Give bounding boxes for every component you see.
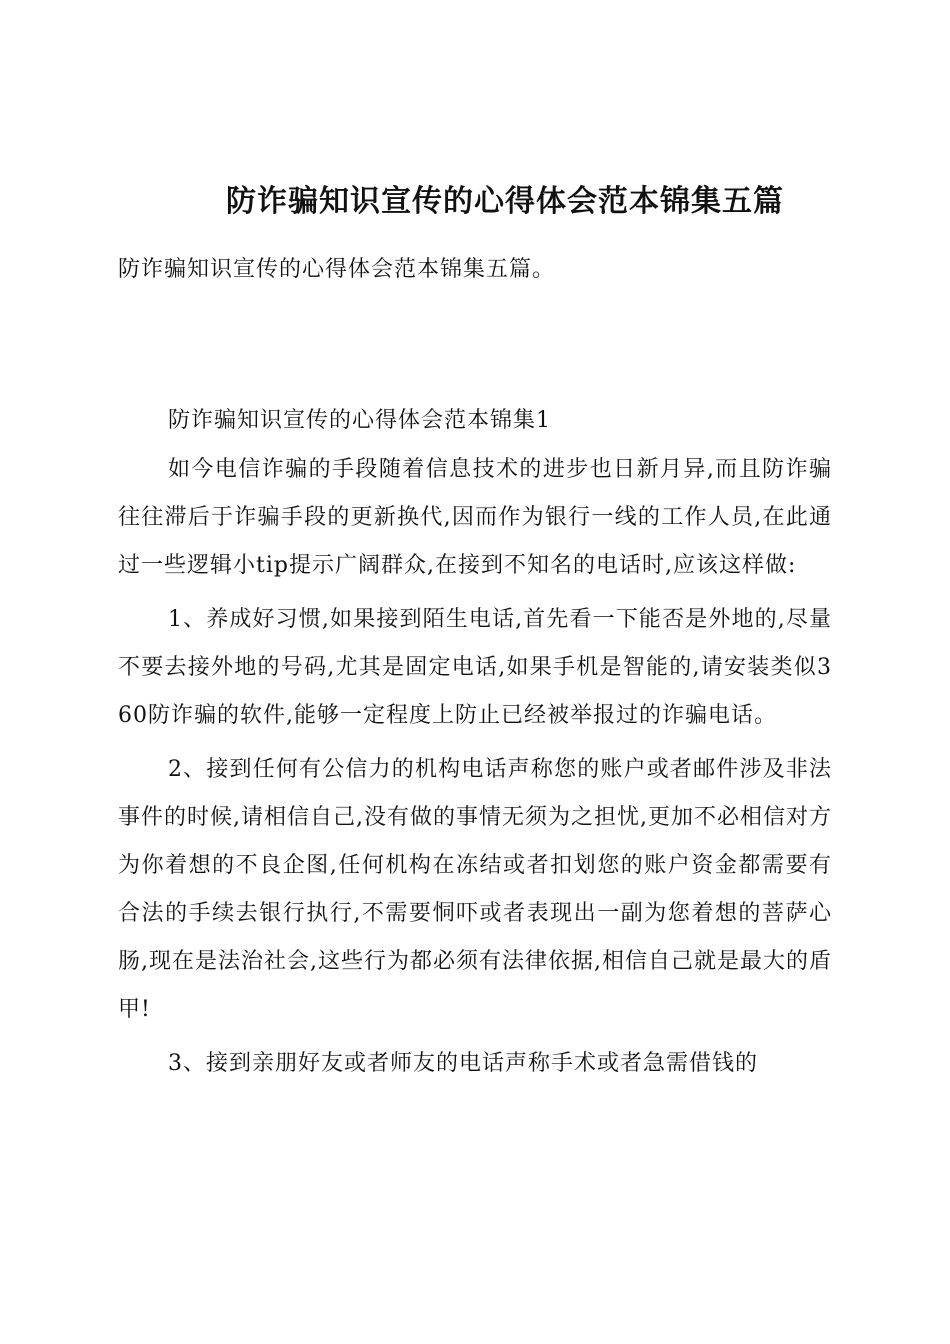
document-summary: 防诈骗知识宣传的心得体会范本锦集五篇。 (118, 257, 556, 282)
section-heading: 防诈骗知识宣传的心得体会范本锦集1 (168, 408, 551, 433)
document-title: 防诈骗知识宣传的心得体会范本锦集五篇 (226, 184, 784, 219)
document-body (118, 446, 832, 1088)
paragraph-tip-3: 3、接到亲朋好友或者师友的电话声称手术或者急需借钱的 (168, 1051, 758, 1076)
paragraph-tip-2: 2、接到任何有公信力的机构电话声称您的账户或者邮件涉及非法事件的时候,请相信自己,没有做的事情无须为之担忧,更加不必相信对方为你着想的不良企图,任何机构在冻结或者扣划您的账户资金都需要有合法的手续去银行执行,不需要恫吓或者表现出一副为您着想的菩萨心肠,现在是法治社会,这些行为都必须有法律依据,相信自己就是最大的盾甲! (118, 757, 832, 1022)
paragraph-intro: 如今电信诈骗的手段随着信息技术的进步也日新月异,而且防诈骗往往滞后于诈骗手段的更新换代,因而作为银行一线的工作人员,在此通过一些逻辑小tip提示广阔群众,在接到不知名的电话时,应该这样做: (118, 457, 832, 578)
paragraph-tip-1: 1、养成好习惯,如果接到陌生电话,首先看一下能否是外地的,尽量不要去接外地的号码,尤其是固定电话,如果手机是智能的,请安装类似360防诈骗的软件,能够一定程度上防止已经被举报过的诈骗电话。 (118, 607, 832, 728)
